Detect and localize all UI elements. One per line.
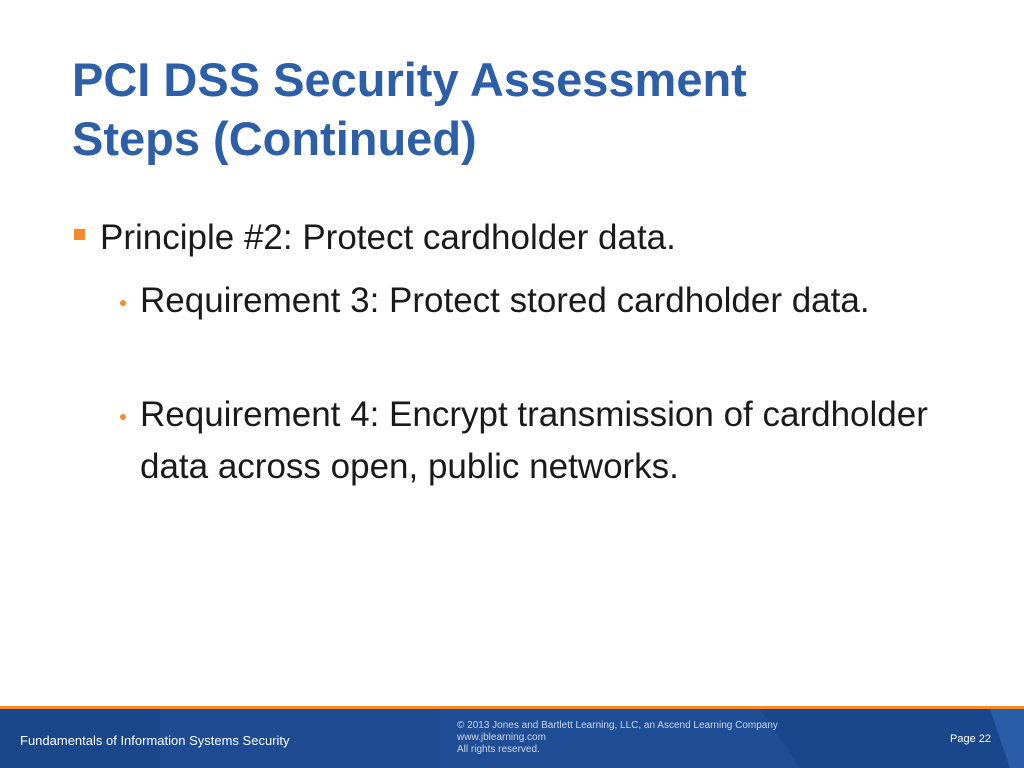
footer-copyright-block bbox=[457, 720, 778, 756]
sub-bullet-requirement-4 bbox=[120, 389, 940, 493]
dot-bullet-icon bbox=[120, 300, 126, 306]
footer-bar bbox=[0, 706, 1024, 768]
page-number: Page 22 bbox=[950, 733, 991, 745]
slide-title-line-1: PCI DSS Security Assessment bbox=[72, 53, 747, 106]
sub-bullet-text: Requirement 4: Encrypt transmission of cardholder data across open, public networks. bbox=[140, 395, 928, 486]
bullet-principle-2 bbox=[74, 212, 676, 264]
footer-copyright: © 2013 Jones and Bartlett Learning, LLC, an Ascend Learning Company bbox=[457, 720, 778, 731]
footer-rights: All rights reserved. bbox=[457, 744, 540, 755]
dot-bullet-icon bbox=[120, 414, 126, 420]
slide-title bbox=[72, 50, 972, 168]
footer-course-title: Fundamentals of Information Systems Security bbox=[20, 733, 290, 748]
square-bullet-icon bbox=[74, 229, 85, 240]
bullet-text: Principle #2: Protect cardholder data. bbox=[100, 218, 676, 257]
sub-bullet-requirement-3 bbox=[120, 275, 940, 327]
footer-website: www.jblearning.com bbox=[457, 732, 546, 743]
sub-bullet-text: Requirement 3: Protect stored cardholder data. bbox=[140, 281, 870, 320]
slide-title-line-2: Steps (Continued) bbox=[72, 112, 477, 165]
